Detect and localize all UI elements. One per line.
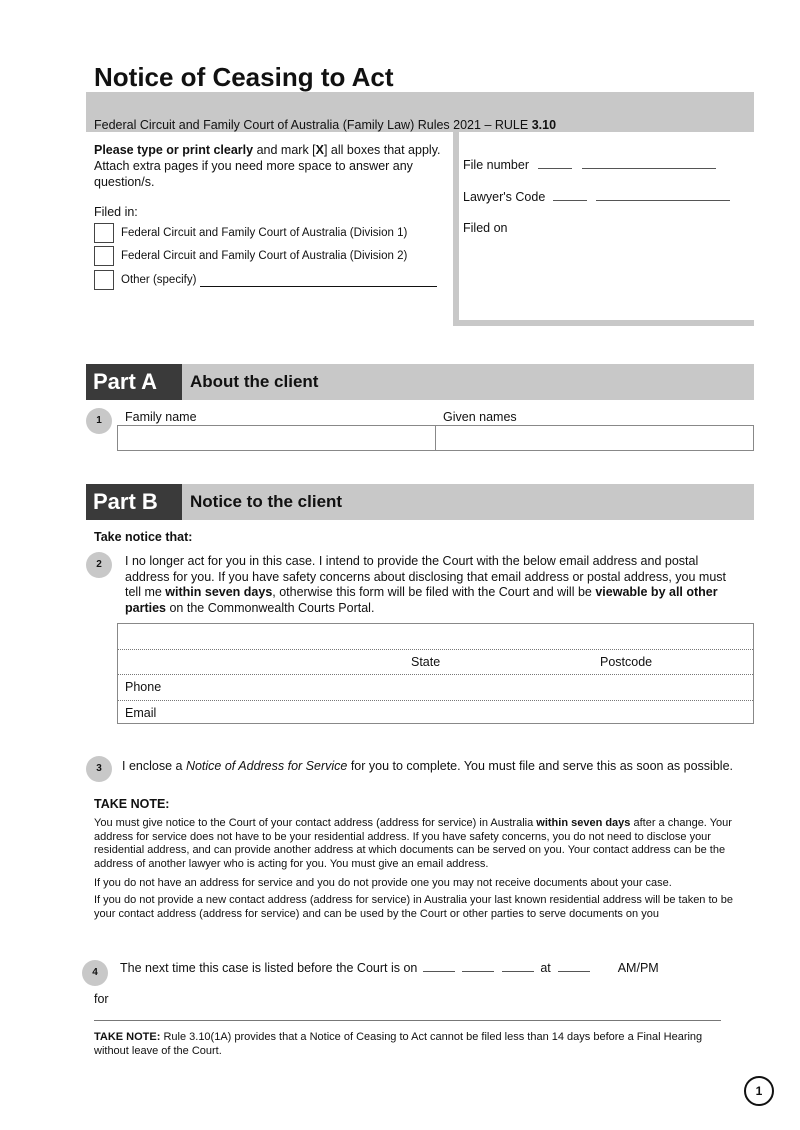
rule-reference <box>94 118 556 132</box>
filed-in-division-1[interactable] <box>94 223 407 243</box>
q4-for-field[interactable] <box>94 1020 721 1021</box>
question-3-text <box>122 759 740 775</box>
q3-text-1: I enclose a <box>122 759 186 773</box>
take-note-paragraph-3: If you do not provide a new contact address (address for service) in Australia your last known residential address will be taken to be your contact address (address for service) and can be used by the Court or other parties to serve documents on you <box>94 894 733 920</box>
rule-prefix: RULE <box>494 118 529 132</box>
division-2-label: Federal Circuit and Family Court of Australia (Division 2) <box>121 250 408 262</box>
instructions-text-1: and mark [ <box>253 143 316 157</box>
filed-on-label: Filed on <box>463 221 508 235</box>
question-2-text <box>125 554 743 616</box>
rule-number: 3.10 <box>531 118 557 132</box>
lawyers-code-prefix-field[interactable] <box>553 190 587 201</box>
other-label: Other (specify) <box>121 274 197 286</box>
part-b-tab: Part B <box>86 484 182 520</box>
note-p1-b: after a change. Your address for service does not have to be your residential address. If you have safety concerns, you do not need to disclose your residential address, and can provide another address at which documents can be served on you. Your contact address can be the address of another lawyer who is acting for you. You must give an email address. <box>94 817 732 870</box>
question-4-row <box>120 961 659 975</box>
client-contact-box <box>117 623 754 724</box>
checkbox-division-1[interactable] <box>94 223 114 243</box>
checkbox-other[interactable] <box>94 270 114 290</box>
division-1-label: Federal Circuit and Family Court of Australia (Division 1) <box>121 227 408 239</box>
instructions-x: X <box>315 143 324 157</box>
part-b-band <box>86 484 754 520</box>
hearing-day-field[interactable] <box>423 961 455 972</box>
q4-ampm: AM/PM <box>617 961 659 975</box>
family-name-input[interactable] <box>117 425 436 451</box>
checkbox-division-2[interactable] <box>94 246 114 266</box>
family-name-label: Family name <box>125 410 197 424</box>
instructions-text-2: ] all boxes that apply. Attach extra pages if you need more space to answer any question/s. <box>94 143 441 189</box>
instructions <box>94 142 444 190</box>
other-specify-field[interactable] <box>200 274 437 287</box>
question-number-3: 3 <box>86 756 112 782</box>
q2-bold-2: viewable by all other parties <box>125 585 718 615</box>
lawyers-code-label: Lawyer's Code <box>463 190 546 204</box>
question-number-1: 1 <box>86 408 112 434</box>
filed-in-division-2[interactable] <box>94 246 407 266</box>
part-a-tab: Part A <box>86 364 182 400</box>
note-p1-a: You must give notice to the Court of your contact address (address for service) in Australia <box>94 817 537 829</box>
take-note-paragraph-2: If you do not have an address for service and you do not provide one you may not receive documents about your case. <box>94 877 672 889</box>
q3-italic: Notice of Address for Service <box>185 759 348 773</box>
address-input[interactable] <box>118 624 753 649</box>
state-row-divider <box>118 674 753 675</box>
given-names-input[interactable] <box>435 425 754 451</box>
question-number-2: 2 <box>86 552 112 578</box>
final-note-text: Rule 3.10(1A) provides that a Notice of Ceasing to Act cannot be filed less than 14 days before a Final Hearing without leave of the Court. <box>94 1031 703 1057</box>
part-a-band <box>86 364 754 400</box>
phone-row-divider <box>118 700 753 701</box>
file-number-row <box>463 158 716 172</box>
q2-bold-1: within seven days <box>165 585 273 599</box>
file-number-field[interactable] <box>582 158 716 169</box>
take-note-heading: TAKE NOTE: <box>94 797 170 811</box>
filed-in-label: Filed in: <box>94 205 138 219</box>
registry-border-bottom <box>453 320 754 326</box>
address-row-divider <box>118 649 753 650</box>
hearing-year-field[interactable] <box>502 961 534 972</box>
q3-text-2: for you to complete. You must file and serve this as soon as possible. <box>347 759 733 773</box>
q4-text: The next time this case is listed before the Court is on <box>120 961 418 975</box>
hearing-time-field[interactable] <box>558 961 590 972</box>
part-a-title: About the client <box>190 372 319 391</box>
instructions-bold: Please type or print clearly <box>94 143 254 157</box>
email-label: Email <box>125 706 157 720</box>
q2-text-3: on the Commonwealth Courts Portal. <box>166 600 375 615</box>
rule-text: Federal Circuit and Family Court of Australia (Family Law) Rules 2021 <box>94 118 481 132</box>
q2-text-1: I no longer act for you in this case. I intend to provide the Court with the below email address and postal address for you. If you have safety concerns about disclosing that email address or postal address, you must tell me <box>125 554 727 599</box>
take-notice-heading: Take notice that: <box>94 530 193 544</box>
part-b-title: Notice to the client <box>190 492 343 511</box>
page-title: Notice of Ceasing to Act <box>94 62 394 92</box>
final-note-bold: TAKE NOTE: <box>94 1031 161 1043</box>
filed-in-other[interactable] <box>94 270 437 290</box>
take-note-paragraph-1 <box>94 817 744 871</box>
postcode-label: Postcode <box>600 655 653 669</box>
question-number-4: 4 <box>82 960 108 986</box>
q4-at: at <box>540 961 551 975</box>
state-label: State <box>411 655 441 669</box>
q2-text-2: , otherwise this form will be filed with the Court and will be <box>272 585 596 599</box>
note-p1-bold: within seven days <box>536 817 631 829</box>
given-names-label: Given names <box>443 410 517 424</box>
file-number-label: File number <box>463 158 529 172</box>
file-number-prefix-field[interactable] <box>538 158 572 169</box>
phone-label: Phone <box>125 680 162 694</box>
hearing-month-field[interactable] <box>462 961 494 972</box>
lawyers-code-row <box>463 190 730 204</box>
rule-separator: – <box>484 118 492 132</box>
final-take-note <box>94 1031 734 1058</box>
q4-for-label: for <box>94 992 109 1006</box>
lawyers-code-field[interactable] <box>596 190 730 201</box>
registry-border-left <box>453 132 459 326</box>
page-number: 1 <box>744 1076 774 1106</box>
